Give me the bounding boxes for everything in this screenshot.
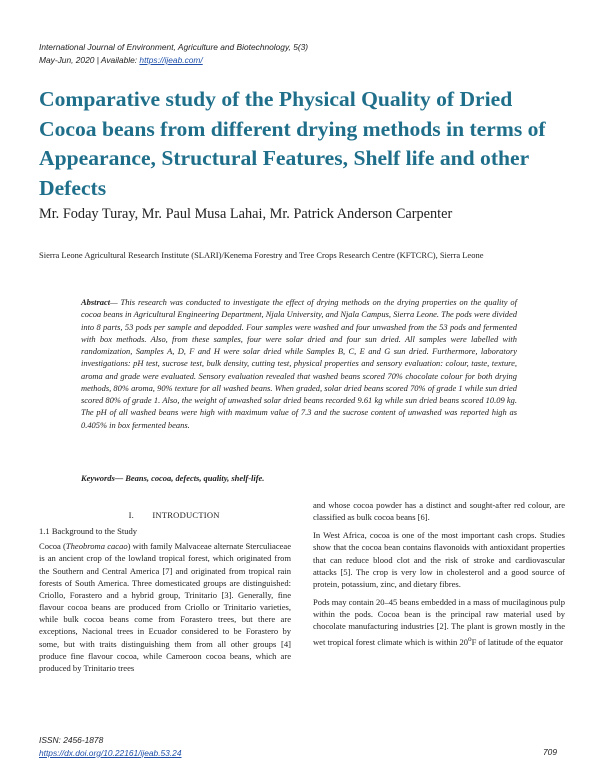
section-title: INTRODUCTION: [152, 510, 220, 520]
paragraph: and whose cocoa powder has a distinct and sought-after red colour, are classified as bulk cocoa beans [6].: [313, 500, 565, 523]
paragraph-text: Cocoa (: [39, 541, 66, 552]
journal-name: International Journal of Environment, Agriculture and Biotechnology, 5(3): [39, 42, 309, 52]
keywords: [81, 472, 517, 484]
right-column: [313, 499, 565, 654]
paragraph-text: ) with family Malvaceae alternate Sterculiaceae is an ancient crop of the lowland tropical forest, which originated from the Southern and Central America [7] and originated from tropical rain forests of South America. Three domesticated groups are distinguished: Criollo, Forastero and a hybrid group, Trinitario [3]. Generally, fine flavour cocoa beans are produced from Criollo or Trinitario varieties, while bulk cocoa beans come from Forastero trees, but there are exceptions, Nacional trees in Ecuador considered to be Forastero by some, but with traits distinguishing them from all other groups [4] produce fine flavour cocoa, while Cameroon cocoa beans, which are produced by Trinitario trees: [39, 541, 292, 673]
issue-text: May-Jun, 2020 | Available:: [39, 55, 140, 65]
section-heading: [39, 509, 291, 521]
footer: [39, 734, 181, 759]
abstract-label: Abstract: [81, 297, 111, 307]
species-name: Theobroma cacao: [65, 541, 128, 552]
keywords-label: Keywords: [81, 473, 115, 483]
issn: ISSN: 2456-1878: [39, 735, 104, 745]
journal-header: [39, 41, 308, 67]
paragraph: [313, 596, 565, 647]
authors: Mr. Foday Turay, Mr. Paul Musa Lahai, Mr. Patrick Anderson Carpenter: [39, 206, 453, 222]
keywords-text: — Beans, cocoa, defects, quality, shelf-life.: [114, 473, 265, 483]
section-number: I.: [128, 510, 135, 520]
page-number: 709: [543, 747, 557, 757]
subsection-heading: 1.1 Background to the Study: [39, 526, 138, 537]
journal-url-link[interactable]: https://ijeab.com/: [139, 55, 203, 65]
degree-sign: o: [468, 634, 472, 643]
abstract: [81, 296, 517, 431]
doi-link[interactable]: https://dx.doi.org/10.22161/ijeab.53.24: [39, 747, 182, 758]
paragraph: [39, 540, 291, 674]
paragraph-text: F of latitude of the equator: [471, 636, 563, 647]
issue-line: [39, 54, 308, 67]
abstract-text: — This research was conducted to investigate the effect of drying methods on the drying properties on the quality of cocoa beans in Agricultural Engineering Department, Njala University, and Njala Campus, Sierra Leone. The pods were divided into 8 parts, 53 pods per sample and depodded. Four samples were washed and four unwashed from the 53 pods and fermented with box methods. Also, from these samples, four were solar dried and four sun dried. All samples were labelled with randomization, Samples A, D, F and H were solar dried while Samples B, C, E and G sun dried. Furthermore, laboratory investigations: pH test, sucrose test, bulk density, cutting test, physical properties and sensory evaluation: colour, taste, texture, aroma and grade were evaluated. Sensory evaluation revealed that washed beans scored 70% chocolate colour for both drying methods, 80% aroma, 90% texture for all washed beans. When graded, solar dried beans scored 70% of grade 1 while sun dried scored 80% of grade 1. Also, the weight of unwashed solar dried beans recorded 9.61 kg while sun dried beans scored 10.09 kg. The pH of all washed beans were high with maximum value of 7.3 and the sucrose content of unwashed was reported high as 0.405% in box fermented beans.: [81, 297, 517, 430]
paragraph-text: Pods may contain 20–45 beans embedded in a mass of mucilaginous pulp within the pods. Cocoa bean is the principal raw material used by chocolate manufacturing industries [2]. The plant is grown mostly in the wet tropical forest climate which is within 20: [313, 597, 565, 647]
affiliation: Sierra Leone Agricultural Research Institute (SLARI)/Kenema Forestry and Tree Crops Research Centre (KFTCRC), Sierra Leone: [39, 250, 484, 260]
paper-title: Comparative study of the Physical Quality of Dried Cocoa beans from different drying methods in terms of Appearance, Structural Features, Shelf life and other Defects: [39, 87, 546, 200]
left-column: [39, 499, 291, 680]
paragraph: In West Africa, cocoa is one of the most important cash crops. Studies show that the cocoa bean contains flavonoids with antioxidant properties that can reduce blood clot and the risk of stroke and cardiovascular attacks [5]. The crop is very low in cholesterol and a good source of protein, potassium, zinc, and dietary fibres.: [313, 530, 565, 589]
